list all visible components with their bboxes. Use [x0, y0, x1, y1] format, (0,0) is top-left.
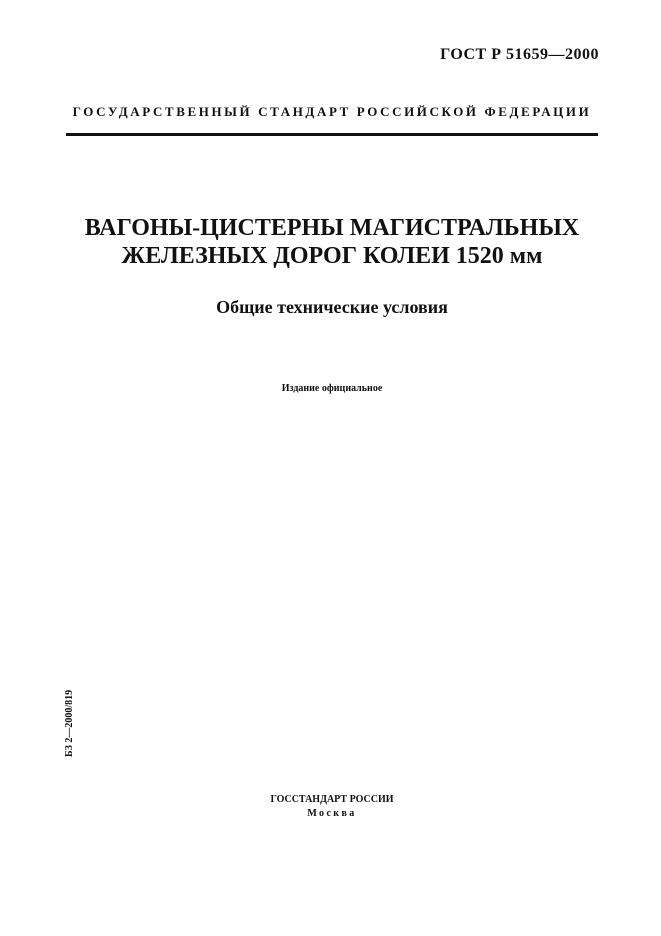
issuing-body-header: ГОСУДАРСТВЕННЫЙ СТАНДАРТ РОССИЙСКОЙ ФЕДЕРАЦИИ: [72, 104, 592, 119]
side-code: БЗ 2—2000/819: [64, 689, 75, 757]
title-line-1: ВАГОНЫ-ЦИСТЕРНЫ МАГИСТРАЛЬНЫХ: [84, 215, 580, 241]
edition-note: Издание официальное: [281, 383, 383, 394]
title-line-2: ЖЕЛЕЗНЫХ ДОРОГ КОЛЕИ 1520 мм: [121, 243, 543, 269]
standard-number: ГОСТ Р 51659—2000: [440, 46, 599, 63]
header-divider: [66, 133, 598, 136]
document-title: [40, 214, 624, 270]
publisher: ГОССТАНДАРТ РОССИИ: [270, 794, 394, 805]
publication-city: Москва: [307, 808, 357, 819]
document-subtitle: Общие технические условия: [216, 297, 448, 317]
